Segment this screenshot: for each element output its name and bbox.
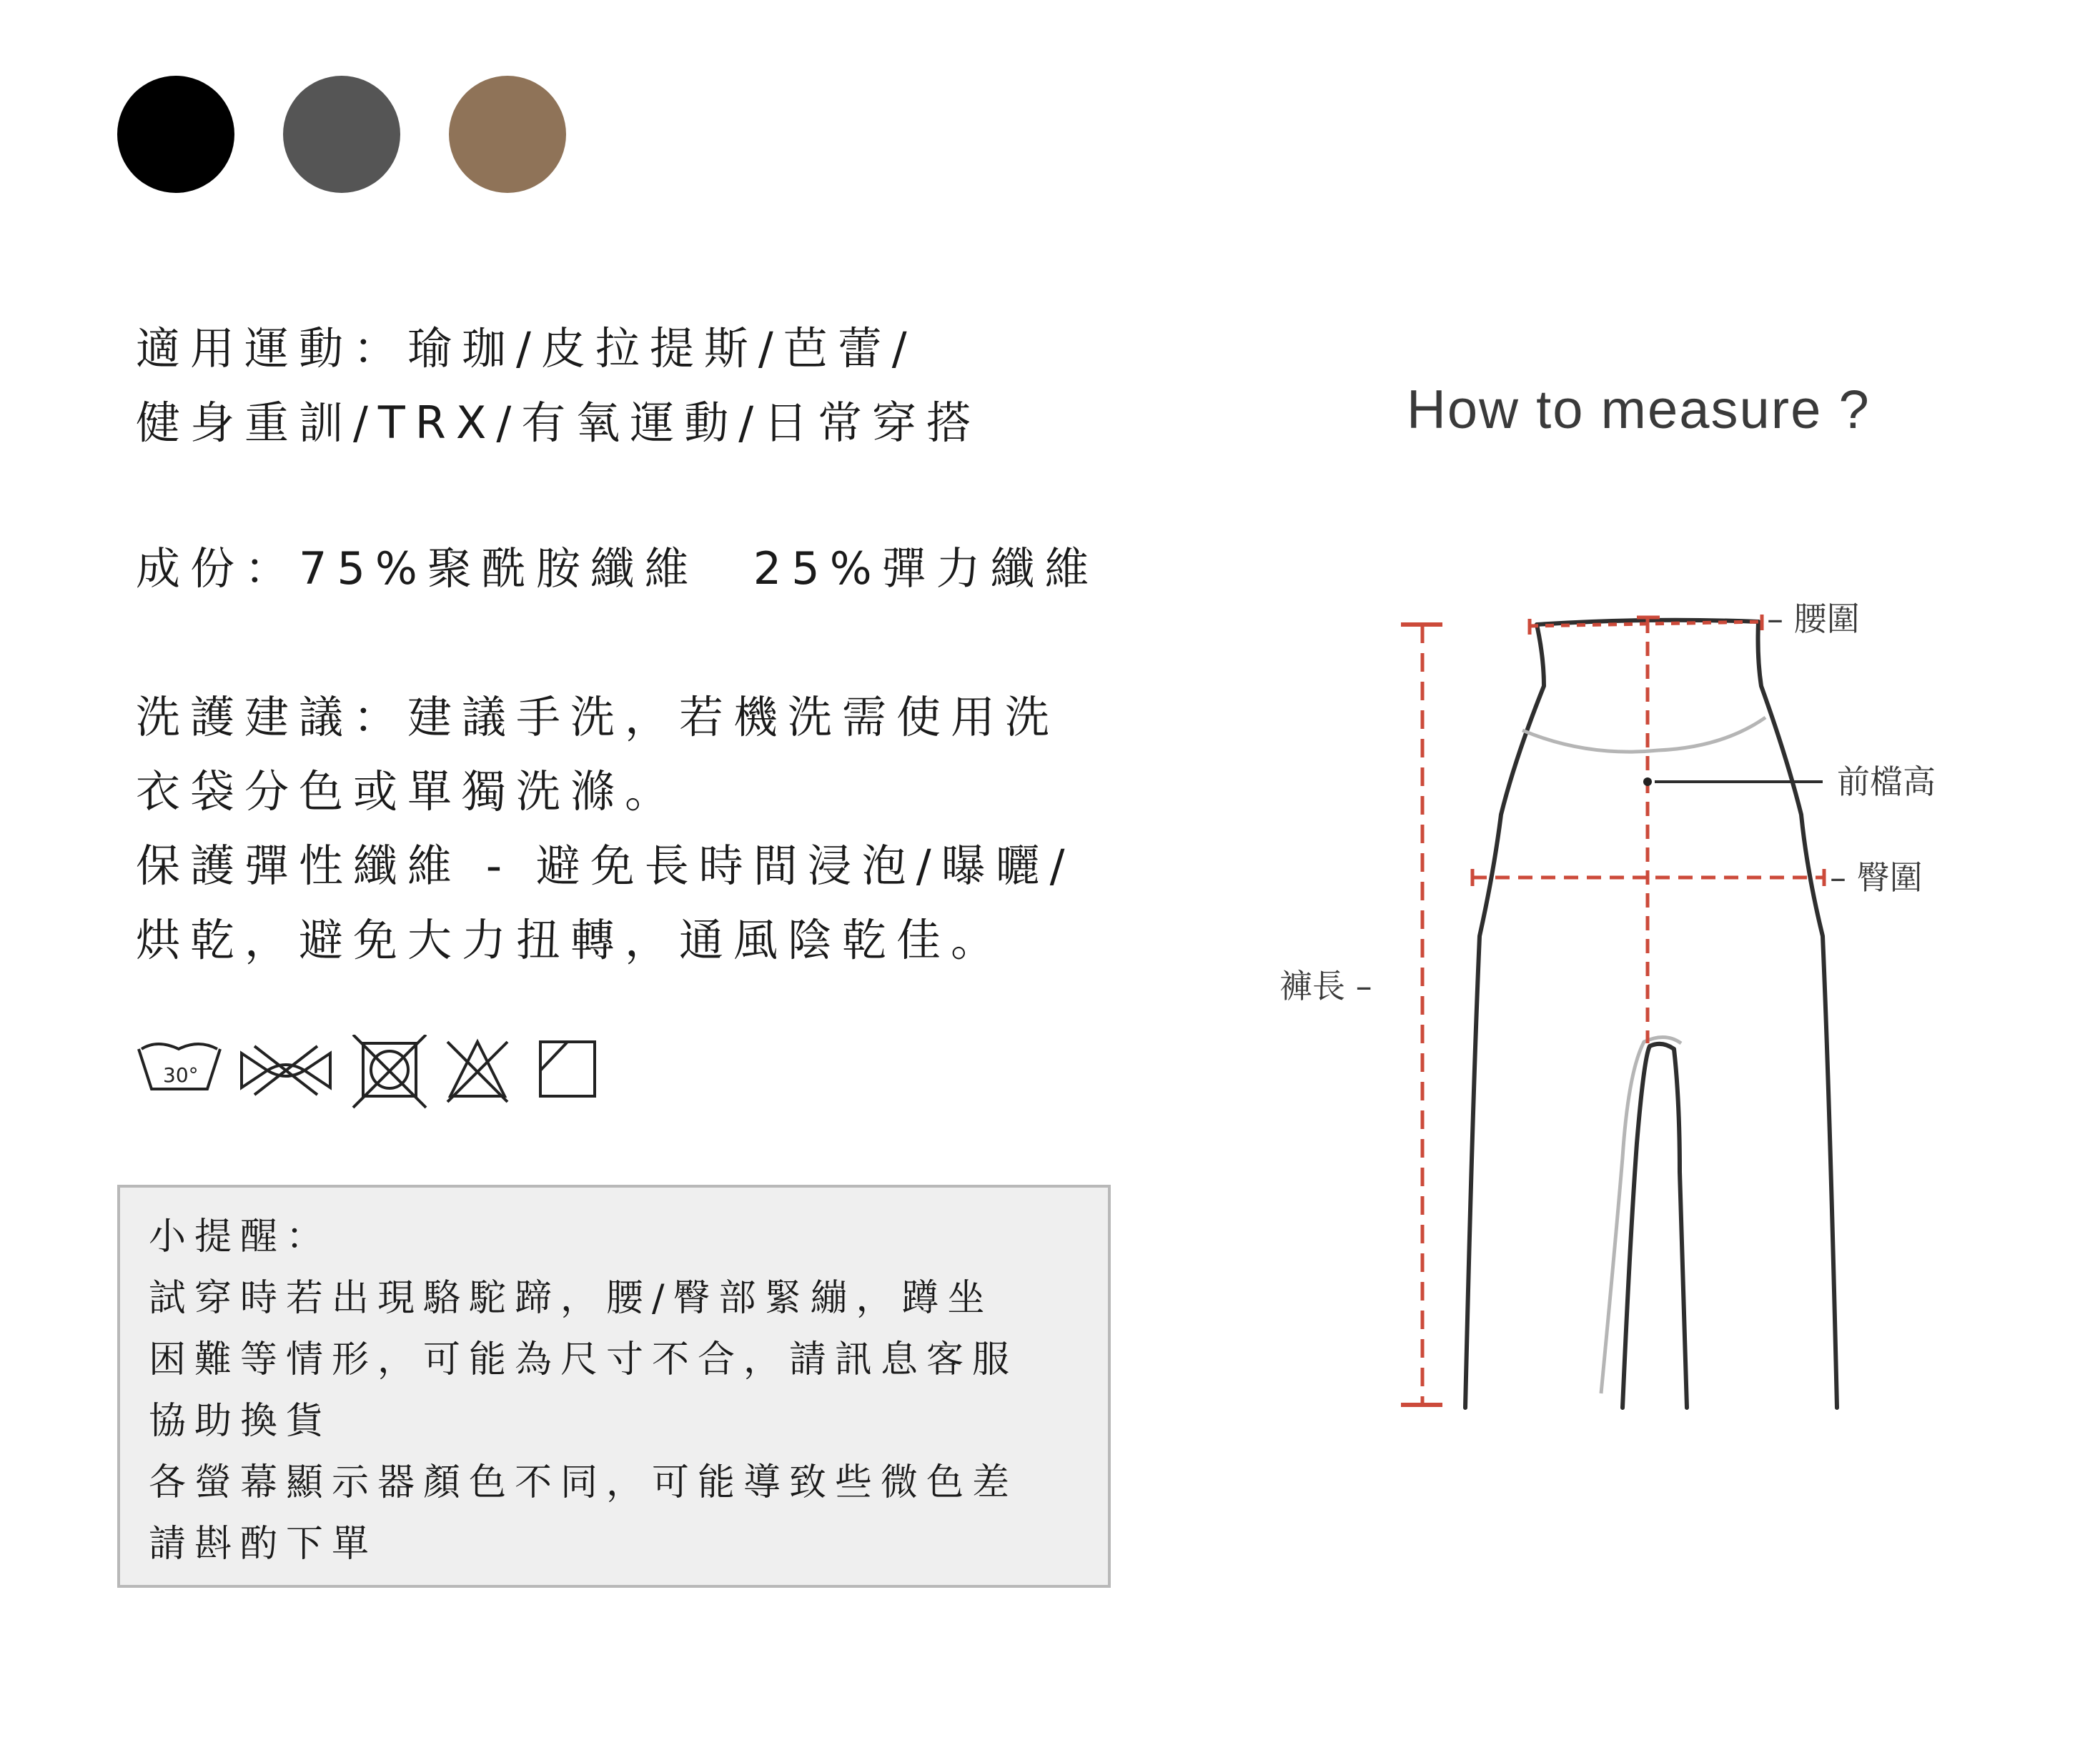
notice-line-3: 協助換貨 <box>149 1400 332 1443</box>
care-line-4: 烘乾，避免大力扭轉，通風陰乾佳。 <box>136 914 1006 966</box>
care-symbols <box>136 1035 608 1113</box>
no-tumble-dry-icon <box>353 1035 426 1108</box>
material-composition <box>136 532 1099 606</box>
line-dry-icon <box>540 1042 595 1096</box>
front-rise-pointer <box>1643 777 1823 786</box>
no-bleach-triangle-icon <box>447 1042 507 1102</box>
pants-outline <box>1465 620 1837 1408</box>
front-rise-label: 前檔高 <box>1837 762 1936 801</box>
care-instructions <box>136 680 1075 978</box>
notice-line-4: 各螢幕顯示器顏色不同，可能導致些微色差 <box>149 1461 1019 1504</box>
color-swatch-black[interactable] <box>117 76 234 193</box>
sport-line-1: 適用運動：瑜珈/皮拉提斯/芭蕾/ <box>136 322 917 374</box>
material-line: 成份：75%聚酰胺纖維 25%彈力纖維 <box>136 542 1099 595</box>
notice-box <box>117 1185 1111 1588</box>
no-bleach-icon <box>242 1046 330 1095</box>
notice-line-5: 請斟酌下單 <box>149 1523 378 1566</box>
care-line-1: 洗護建議：建議手洗，若機洗需使用洗 <box>136 691 1060 743</box>
measure-title: How to measure ? <box>1407 379 1871 440</box>
wash-30-icon <box>139 1044 220 1089</box>
notice-line-2: 困難等情形，可能為尺寸不合，請訊息客服 <box>149 1338 1019 1381</box>
notice-line-1: 試穿時若出現駱駝蹄，腰/臀部緊繃，蹲坐 <box>149 1277 994 1320</box>
sport-line-2: 健身重訓/TRX/有氧運動/日常穿搭 <box>136 397 981 449</box>
length-label: 褲長 – <box>1279 967 1372 1005</box>
color-swatch-brown[interactable] <box>449 76 566 193</box>
sport-suitability <box>136 312 981 460</box>
care-line-2: 衣袋分色或單獨洗滌。 <box>136 765 680 817</box>
notice-title: 小提醒： <box>149 1215 332 1258</box>
pants-measurement-diagram <box>1258 600 1973 1458</box>
color-swatch-gray[interactable] <box>283 76 400 193</box>
hip-label: – 臀圍 <box>1830 858 1923 897</box>
care-line-3: 保護彈性纖維 - 避免長時間浸泡/曝曬/ <box>136 840 1075 892</box>
wash-temp-label: 30° <box>163 1063 199 1087</box>
waist-label: – 腰圍 <box>1767 600 1860 638</box>
pants-inner-seam <box>1522 717 1765 1393</box>
